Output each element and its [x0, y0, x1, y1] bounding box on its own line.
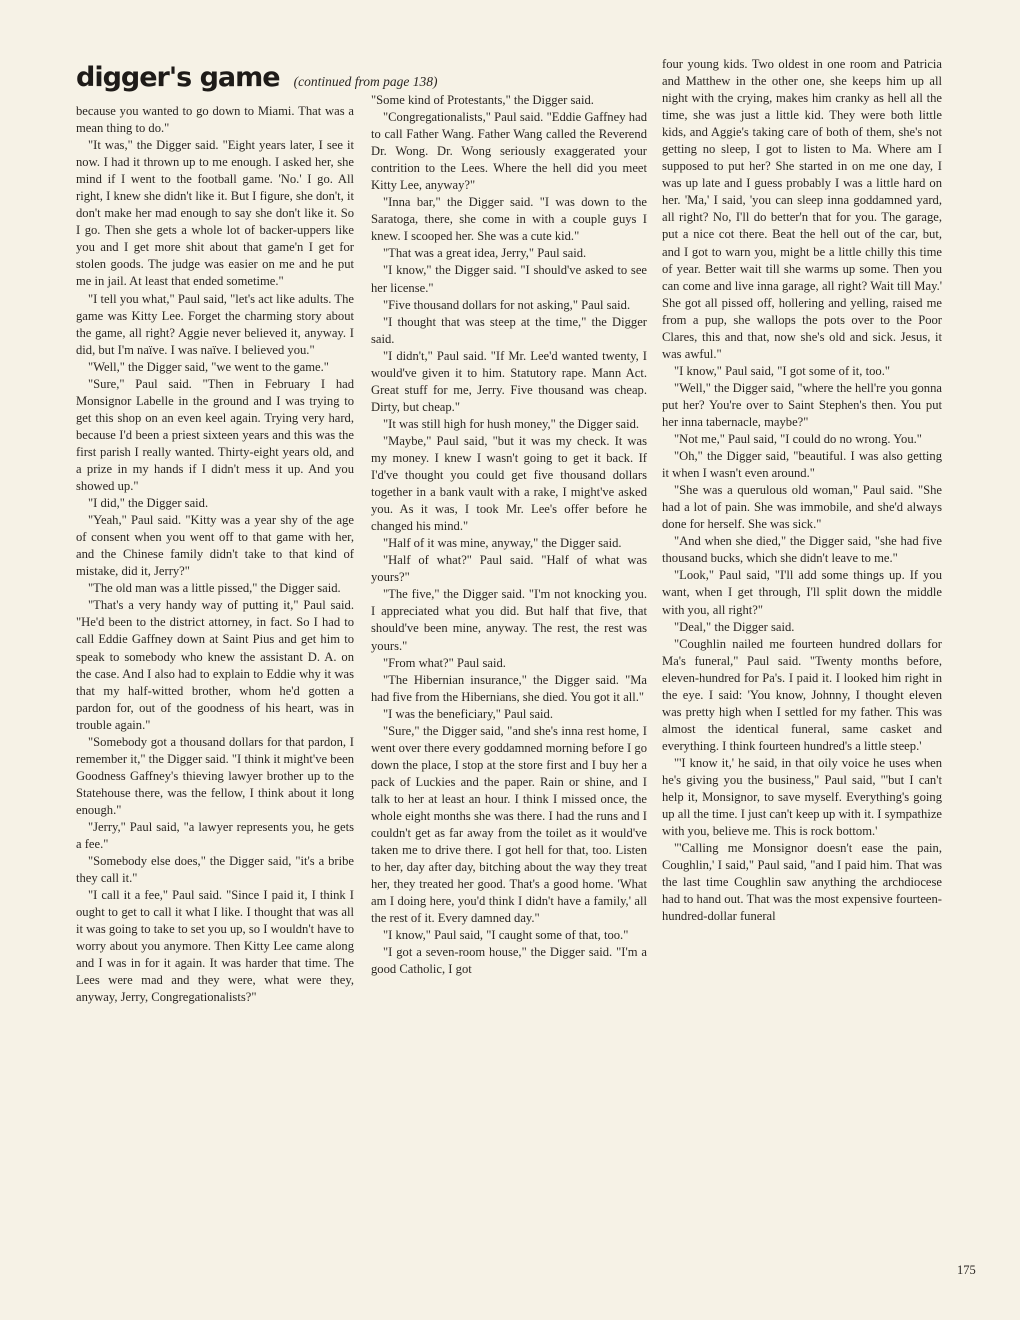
paragraph: "And when she died," the Digger said, "she had five thousand bucks, which she didn't leave to me." [662, 534, 942, 566]
paragraph: "I didn't," Paul said. "If Mr. Lee'd wanted twenty, I would've given it to him. Statutory rape. Mann Act. Great stuff for me, Jerry. Five thousand was cheap. Dirty, but cheap." [371, 348, 647, 414]
paragraph: "The old man was a little pissed," the Digger said. [88, 581, 341, 596]
paragraph: "Sure," Paul said. "Then in February I had Monsignor Labelle in the ground and I was trying to get this shop on an even keel again. Trying very hard, because I'd been a priest sixteen years and this was the first parish I really wanted. Thirty-eight years old, and a prize in my hands if I didn't mess it up. And you showed up." [76, 376, 354, 494]
paragraph: "I thought that was steep at the time," the Digger said. [371, 314, 647, 346]
paragraph: "Five thousand dollars for not asking," Paul said. [383, 297, 631, 312]
paragraph: "The five," the Digger said. "I'm not knocking you. I appreciated what you did. But half that five, that should've been mine, anyway. The rest, the rest was yours." [371, 587, 647, 653]
paragraph: "Maybe," Paul said, "but it was my check. It was my money. I knew I wasn't going to get it back. If I'd've thought you could get five thousand dollars together in a bank vault with a rake, I might've asked you. As it was, I took Mr. Lee's offer before he changed his mind." [371, 433, 647, 534]
paragraph: "Jerry," Paul said, "a lawyer represents you, he gets a fee." [76, 819, 354, 852]
paragraph: "She was a querulous old woman," Paul said. "She had a lot of pain. She was immobile, and she'd always done for herself. She was sick." [662, 483, 942, 532]
paragraph: because you wanted to go down to Miami. That was a mean thing to do." [76, 104, 354, 136]
paragraph: "That was a great idea, Jerry," Paul said. [383, 246, 587, 261]
paragraph: "Not me," Paul said, "I could do no wrong. You." [674, 432, 922, 447]
paragraph: "Coughlin nailed me fourteen hundred dollars for Ma's funeral," Paul said. "Twenty months before, eleven-hundred for Pa's. I paid it. I looked him right in the eye. I said: 'You know, Johnny, I thought eleven was pretty high when I settled for my father. This was almost the identical funeral, same casket and everything. I think fourteen hundred's a little steep.' [662, 636, 942, 753]
paragraph: "Half of it was mine, anyway," the Digger said. [383, 536, 622, 551]
text-column-2 [371, 92, 647, 978]
continuation-note: (continued from page 138) [293, 74, 438, 89]
paragraph: "Look," Paul said, "I'll add some things up. If you want, when I get through, I'll split down the middle with you, all right?" [662, 568, 942, 617]
paragraph: "Inna bar," the Digger said. "I was down to the Saratoga, there, she come in with a couple guys I knew. I scooped her. She was a cute kid." [371, 195, 647, 244]
paragraph: "Congregationalists," Paul said. "Eddie Gaffney had to call Father Wang. Father Wang called the Reverend Dr. Wong. Dr. Wong seriously exaggerated your contrition to the Lees. Where the hell did you meet Kitty Lee, anyway?" [371, 110, 647, 193]
paragraph: "I tell you what," Paul said, "let's act like adults. The game was Kitty Lee. Forget the charming story about the game, all right? Aggie never believed it, anyway. I did, but I'm naïve. I was naïve. I believed you." [76, 291, 354, 357]
paragraph: "Yeah," Paul said. "Kitty was a year shy of the age of consent when you went off to that game with her, and the Chinese family didn't take to that kind of mistake, did it, Jerry?" [76, 513, 354, 579]
paragraph: "Sure," the Digger said, "and she's inna rest home, I went over there every goddamned morning before I go down the place, I stop at the store first and I buy her a pack of Luckies and the paper. Rain or shine, and I talk to her at least an hour. I think I missed once, the whole eight months she was there. I had the runs and I couldn't get as far away from the toilet as it would've taken me to drive there. I got hell for that, too. Listen to her, day after day, bitching about the way they treat her, they treated her good. That's a good home. 'What am I doing here, you'd think I didn't have a family,' all the rest of it. Every damned day." [371, 723, 647, 926]
paragraph: "Deal," the Digger said. [674, 619, 795, 634]
text-column-3 [662, 56, 942, 925]
paragraph: "'Calling me Monsignor doesn't ease the pain, Coughlin,' I said," Paul said, "and I paid him. That was the last time Coughlin saw anything the archdiocese had to hand out. That was the most expensive fourteen-hundred-dollar funeral [662, 841, 942, 924]
paragraph: "That's a very handy way of putting it," Paul said. "He'd been to the district attorney, in fact. So I had to call Eddie Gaffney down at Saint Pius and get him to speak to somebody who knew the assistant D. A. on the case. And I also had to explain to Eddie why it was that my half-witted brother, whom he'd gotten a pardon for, out of the goodness of his heart, was in trouble again." [76, 598, 354, 732]
paragraph: "I call it a fee," Paul said. "Since I paid it, I think I ought to get to call it what I like. I thought that was all it was going to take to set you up, so I wouldn't have to worry about you anymore. Then Kitty Lee came along and I was in for it again. It was harder that time. The Lees were mad and they were, what were they, anyway, Jerry, Congregationalists?" [76, 888, 354, 1005]
paragraph: "I did," the Digger said. [88, 496, 209, 511]
paragraph: "Half of what?" Paul said. "Half of what was yours?" [371, 553, 647, 585]
paragraph: "Well," the Digger said, "we went to the game." [88, 359, 329, 374]
paragraph: "The Hibernian insurance," the Digger said. "Ma had five from the Hibernians, she died. You got it all." [371, 672, 647, 704]
paragraph: "I know," Paul said, "I caught some of that, too." [383, 928, 629, 943]
paragraph: "Some kind of Protestants," the Digger said. [371, 93, 594, 107]
paragraph: "Oh," the Digger said, "beautiful. I was also getting it when I wasn't even around." [662, 449, 942, 481]
paragraph: "'I know it,' he said, in that oily voice he uses when he's giving you the business," Paul said, "'but I can't help it, Monsignor, to save myself. Everything's going up all the time. I just can't keep up with it. I sympathize with you, believe me. This is rock bottom.' [662, 755, 942, 839]
paragraph: "I know," Paul said, "I got some of it, too." [674, 363, 890, 378]
paragraph: "Somebody else does," the Digger said, "it's a bribe they call it." [76, 854, 354, 886]
paragraph: "I was the beneficiary," Paul said. [383, 706, 553, 721]
paragraph: four young kids. Two oldest in one room and Patricia and Matthew in the other one, she keeps him up all night with the crying, makes him cranky as hell all the time, she was just a little kid. They were both little kids, and Aggie's taking care of both of them, she's not getting no sleep, I got to listen to Ma. Where am I supposed to put her? She started in on me one day, I was up late and I guess probably I was a little hard on her. 'Ma,' I said, 'you can sleep inna goddamned yard, all right? No, I'll do better'n that for you. The garage, put a nice cot there. Beat the hell out of the car, but, and I got to warn you, might be a little chilly this time of year. Better wait till she warms up some. Then you can come and live inna garage, all right? Wait till May.' She got all pissed off, hollering and yelling, raised me from a pup, she wallops the pots over to the Poor Clares, this and that, now she's old and sick. Jesus, it was awful." [662, 57, 942, 361]
text-column-1 [76, 103, 354, 1006]
paragraph: "From what?" Paul said. [383, 655, 506, 670]
paragraph: "Somebody got a thousand dollars for that pardon, I remember it," the Digger said. "I think it might've been Goodness Gaffney's thieving lawyer brother up to the Statehouse there, was the fellow, I think about it long enough." [76, 734, 354, 817]
paragraph: "Well," the Digger said, "where the hell're you gonna put her? You're over to Saint Stephen's then. You put her inna tabernacle, maybe?" [662, 380, 942, 429]
paragraph: "I know," the Digger said. "I should've asked to see her license." [371, 263, 647, 295]
page-number: 175 [957, 1263, 976, 1277]
paragraph: "It was still high for hush money," the Digger said. [383, 416, 640, 431]
paragraph: "It was," the Digger said. "Eight years later, I see it now. I had it thrown up to me enough. I asked her, she mind if I went to the football game. 'No.' I go. All right, I knew she didn't like it. But I figure, she don't, it don't make her mad enough to say she don't like it. So I go. Then she gets a whole lot of backer-uppers like you and I get more shit about that game'n I get for stolen goods. The judge was easier on me and he put me in jail. At least that ended sometime." [76, 138, 354, 289]
paragraph: "I got a seven-room house," the Digger said. "I'm a good Catholic, I got [371, 945, 647, 977]
article-title: digger's game [76, 62, 280, 93]
